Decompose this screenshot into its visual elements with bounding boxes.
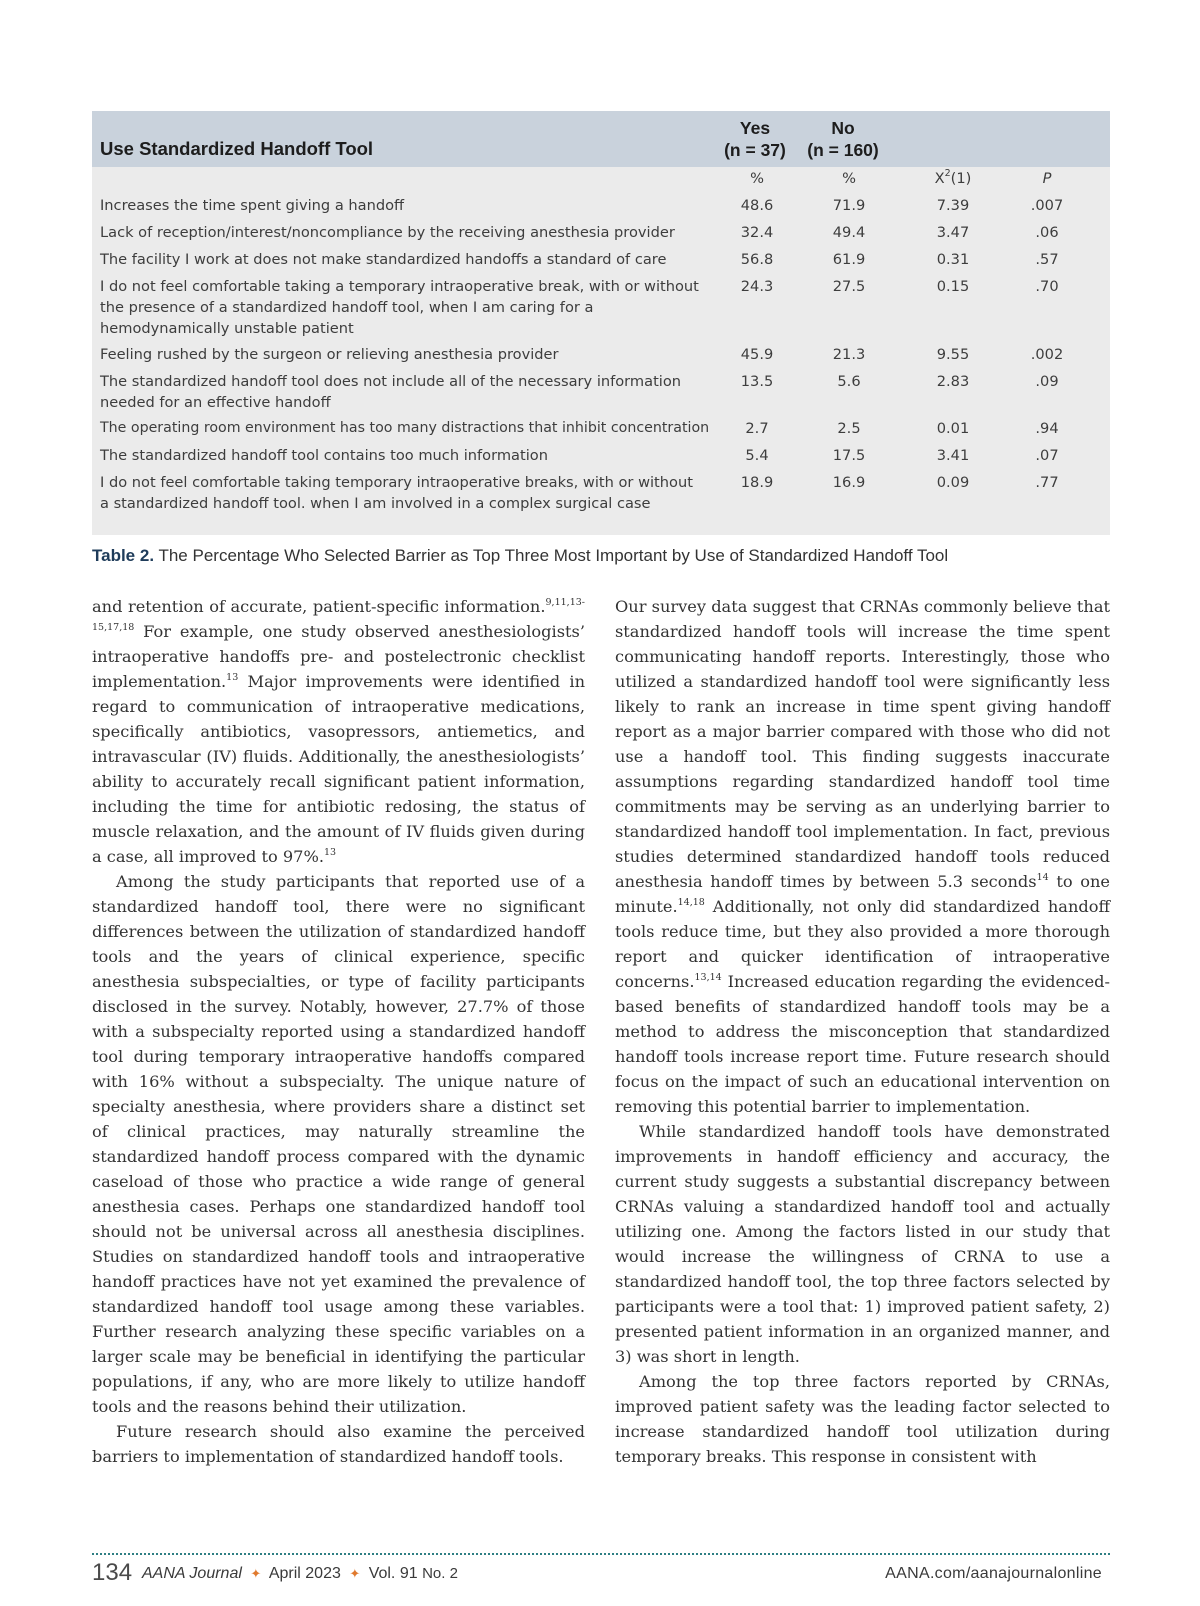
citation: 13 — [323, 847, 337, 858]
table-2 — [92, 111, 1110, 535]
citation: 14,18 — [677, 897, 705, 908]
cell-p: .06 — [1035, 224, 1059, 241]
row-label: The standardized handoff tool does not include all of the necessary information needed for an effective handoff — [100, 373, 682, 411]
paragraph: Among the top three factors reported by CRNAs, improved patient safety was the leading factor selected to increase standardized handoff tool utilization during temporary breaks. This response in consistent with — [615, 1372, 1110, 1466]
cell-chi: 7.39 — [936, 197, 970, 214]
citation: 13 — [226, 672, 239, 683]
page-number: 134 — [92, 1559, 133, 1586]
subheader-p: P — [1042, 170, 1052, 187]
cell-yes: 13.5 — [740, 373, 774, 390]
row-label: The standardized handoff tool contains too much information — [100, 447, 548, 464]
cell-yes: 45.9 — [740, 346, 774, 363]
issue-date: April 2023 — [268, 1565, 341, 1582]
cell-no: 2.5 — [837, 420, 861, 437]
paragraph: Future research should also examine the perceived barriers to implementation of standardized handoff tools. — [92, 1422, 585, 1466]
cell-p: .70 — [1035, 278, 1059, 295]
group-yes-label: Yes — [739, 118, 771, 138]
cell-no: 17.5 — [832, 447, 866, 464]
cell-p: .09 — [1035, 373, 1059, 390]
cell-chi: 0.09 — [936, 474, 970, 491]
cell-no: 61.9 — [832, 251, 866, 268]
cell-chi: 0.01 — [936, 420, 970, 437]
row-label: The facility I work at does not make standardized handoffs a standard of care — [100, 251, 667, 268]
cell-yes: 32.4 — [740, 224, 774, 241]
cell-yes: 48.6 — [740, 197, 774, 214]
group-no-label: No — [831, 118, 855, 138]
cell-chi: 9.55 — [936, 346, 970, 363]
journal-info — [142, 1565, 458, 1583]
paragraph: Among the study participants that reported use of a standardized handoff tool, there were no significant differences between the utilization of standardized handoff tools and the years of clinical experience, specific anesthesia subspecialties, or type of facility participants disclosed in the survey. Notably, however, 27.7% of those with a subspecialty reported using a standardized handoff tool during temporary intraoperative handoffs compared with 16% without a subspecialty. The unique nature of specialty anesthesia, where providers share a distinct set of clinical practices, may naturally streamline the standardized handoff process compared with the dynamic caseload of those who practice a wide range of general anesthesia cases. Perhaps one standardized handoff tool should not be universal across all anesthesia disciplines. Studies on standardized handoff tools and intraoperative handoff practices have not yet examined the prevalence of standardized handoff tool usage among these variables. Further research analyzing these specific variables on a larger scale may be beneficial in identifying the particular populations, if any, who are more likely to utilize handoff tools and the reasons behind their utilization. — [92, 872, 585, 1416]
paragraph: and retention of accurate, patient-specific information.$^{9,11,13-15,17,18}$ For example, one study observed anesthesiologists’ intraoperative handoffs pre- and postelectronic checklist implementation.$^{13}$ Major improvements were identified in regard to communication of intraoperative medications, specifically antibiotics, vasopressors, antiemetics, and intravascular (IV) fluids. Additionally, the anesthesiologists’ ability to accurately recall significant patient information, including the time for antibiotic redosing, the status of muscle relaxation, and the amount of IV fluids given during a case, all improved to 97%.$^{13}$ — [92, 597, 585, 866]
table-title: Use Standardized Handoff Tool — [100, 138, 374, 159]
cell-yes: 2.7 — [745, 420, 769, 437]
footer-divider — [92, 1553, 1110, 1555]
caption-label: Table 2. — [92, 546, 155, 565]
cell-p: .94 — [1035, 420, 1059, 437]
cell-p: .77 — [1035, 474, 1059, 491]
cell-no: 5.6 — [837, 373, 861, 390]
citation: 14 — [1036, 872, 1049, 883]
table-header — [92, 111, 1110, 167]
journal-website-link[interactable]: AANA.com/aanajournalonline — [885, 1565, 1102, 1582]
cell-chi: 0.15 — [936, 278, 970, 295]
cell-chi: 3.47 — [936, 224, 970, 241]
table-caption — [92, 546, 948, 566]
group-no-header — [792, 117, 894, 161]
row-label: Lack of reception/interest/noncompliance by the receiving anesthesia provider — [100, 224, 675, 241]
diamond-icon: ✦ — [250, 1566, 262, 1581]
group-yes-header — [704, 117, 806, 161]
body-column-right — [615, 594, 1110, 1469]
cell-yes: 5.4 — [745, 447, 769, 464]
cell-yes: 56.8 — [740, 251, 774, 268]
row-label: The operating room environment has too many distractions that inhibit concentration — [100, 420, 710, 436]
page-footer — [92, 1559, 1110, 1589]
cell-p: .002 — [1030, 346, 1064, 363]
row-label: Feeling rushed by the surgeon or relieving anesthesia provider — [100, 346, 559, 363]
diamond-icon: ✦ — [349, 1566, 361, 1581]
cell-no: 21.3 — [832, 346, 866, 363]
journal-name: AANA Journal — [142, 1565, 242, 1582]
subheader-chi-square: $X^2(1)$ — [934, 168, 972, 187]
issue-number: No. 2 — [422, 1565, 458, 1582]
paragraph: Our survey data suggest that CRNAs commonly believe that standardized handoff tools will increase the time spent communicating handoff reports. Interestingly, those who utilized a standardized handoff tool were significantly less likely to rank an increase in time spent giving handoff report as a major barrier compared with those who did not use a handoff tool. This finding suggests inaccurate assumptions regarding standardized handoff tool time commitments may be serving as an underlying barrier to standardized handoff tool implementation. In fact, previous studies determined standardized handoff tools reduced anesthesia handoff times by between 5.3 seconds$^{14}$ to one minute.$^{14,18}$ Additionally, not only did standardized handoff tools reduce time, but they also provided a more thorough report and quicker identification of intraoperative concerns.$^{13,14}$ Increased education regarding the evidenced-based benefits of standardized handoff tools may be a method to address the misconception that standardized handoff tools increase report time. Future research should focus on the impact of such an educational intervention on removing this potential barrier to implementation. — [615, 597, 1110, 1116]
cell-chi: 0.31 — [936, 251, 970, 268]
group-no-n: (n = 160) — [807, 140, 879, 160]
cell-no: 71.9 — [832, 197, 866, 214]
cell-p: .07 — [1035, 447, 1059, 464]
cell-no: 49.4 — [832, 224, 866, 241]
cell-chi: 2.83 — [936, 373, 970, 390]
subheader-no: % — [842, 170, 856, 187]
cell-yes: 18.9 — [740, 474, 774, 491]
cell-yes: 24.3 — [740, 278, 774, 295]
row-label: I do not feel comfortable taking temporary intraoperative breaks, with or without a standardized handoff tool. when I am involved in a complex surgical case — [100, 474, 693, 512]
cell-no: 27.5 — [832, 278, 866, 295]
volume: Vol. 91 — [368, 1565, 418, 1582]
row-label: Increases the time spent giving a handoff — [100, 197, 405, 214]
cell-p: .007 — [1030, 197, 1064, 214]
caption-text: The Percentage Who Selected Barrier as Top Three Most Important by Use of Standardized Handoff Tool — [158, 546, 949, 565]
group-yes-n: (n = 37) — [724, 140, 786, 160]
paragraph: While standardized handoff tools have demonstrated improvements in handoff efficiency and accuracy, the current study suggests a substantial discrepancy between CRNAs valuing a standardized handoff tool and actually utilizing one. Among the factors listed in our study that would increase the willingness of CRNA to use a standardized handoff tool, the top three factors selected by participants were a tool that: 1) improved patient safety, 2) presented patient information in an organized manner, and 3) was short in length. — [615, 1122, 1110, 1366]
cell-chi: 3.41 — [936, 447, 970, 464]
row-label: I do not feel comfortable taking a temporary intraoperative break, with or without the presence of a standardized handoff tool, when I am caring for a hemodynamically unstable patient — [100, 278, 699, 337]
citation: 9,11,13-15,17,18 — [92, 597, 585, 633]
subheader-yes: % — [750, 170, 764, 187]
cell-no: 16.9 — [832, 474, 866, 491]
body-column-left — [92, 594, 585, 1469]
citation: 13,14 — [694, 972, 722, 983]
cell-p: .57 — [1035, 251, 1059, 268]
